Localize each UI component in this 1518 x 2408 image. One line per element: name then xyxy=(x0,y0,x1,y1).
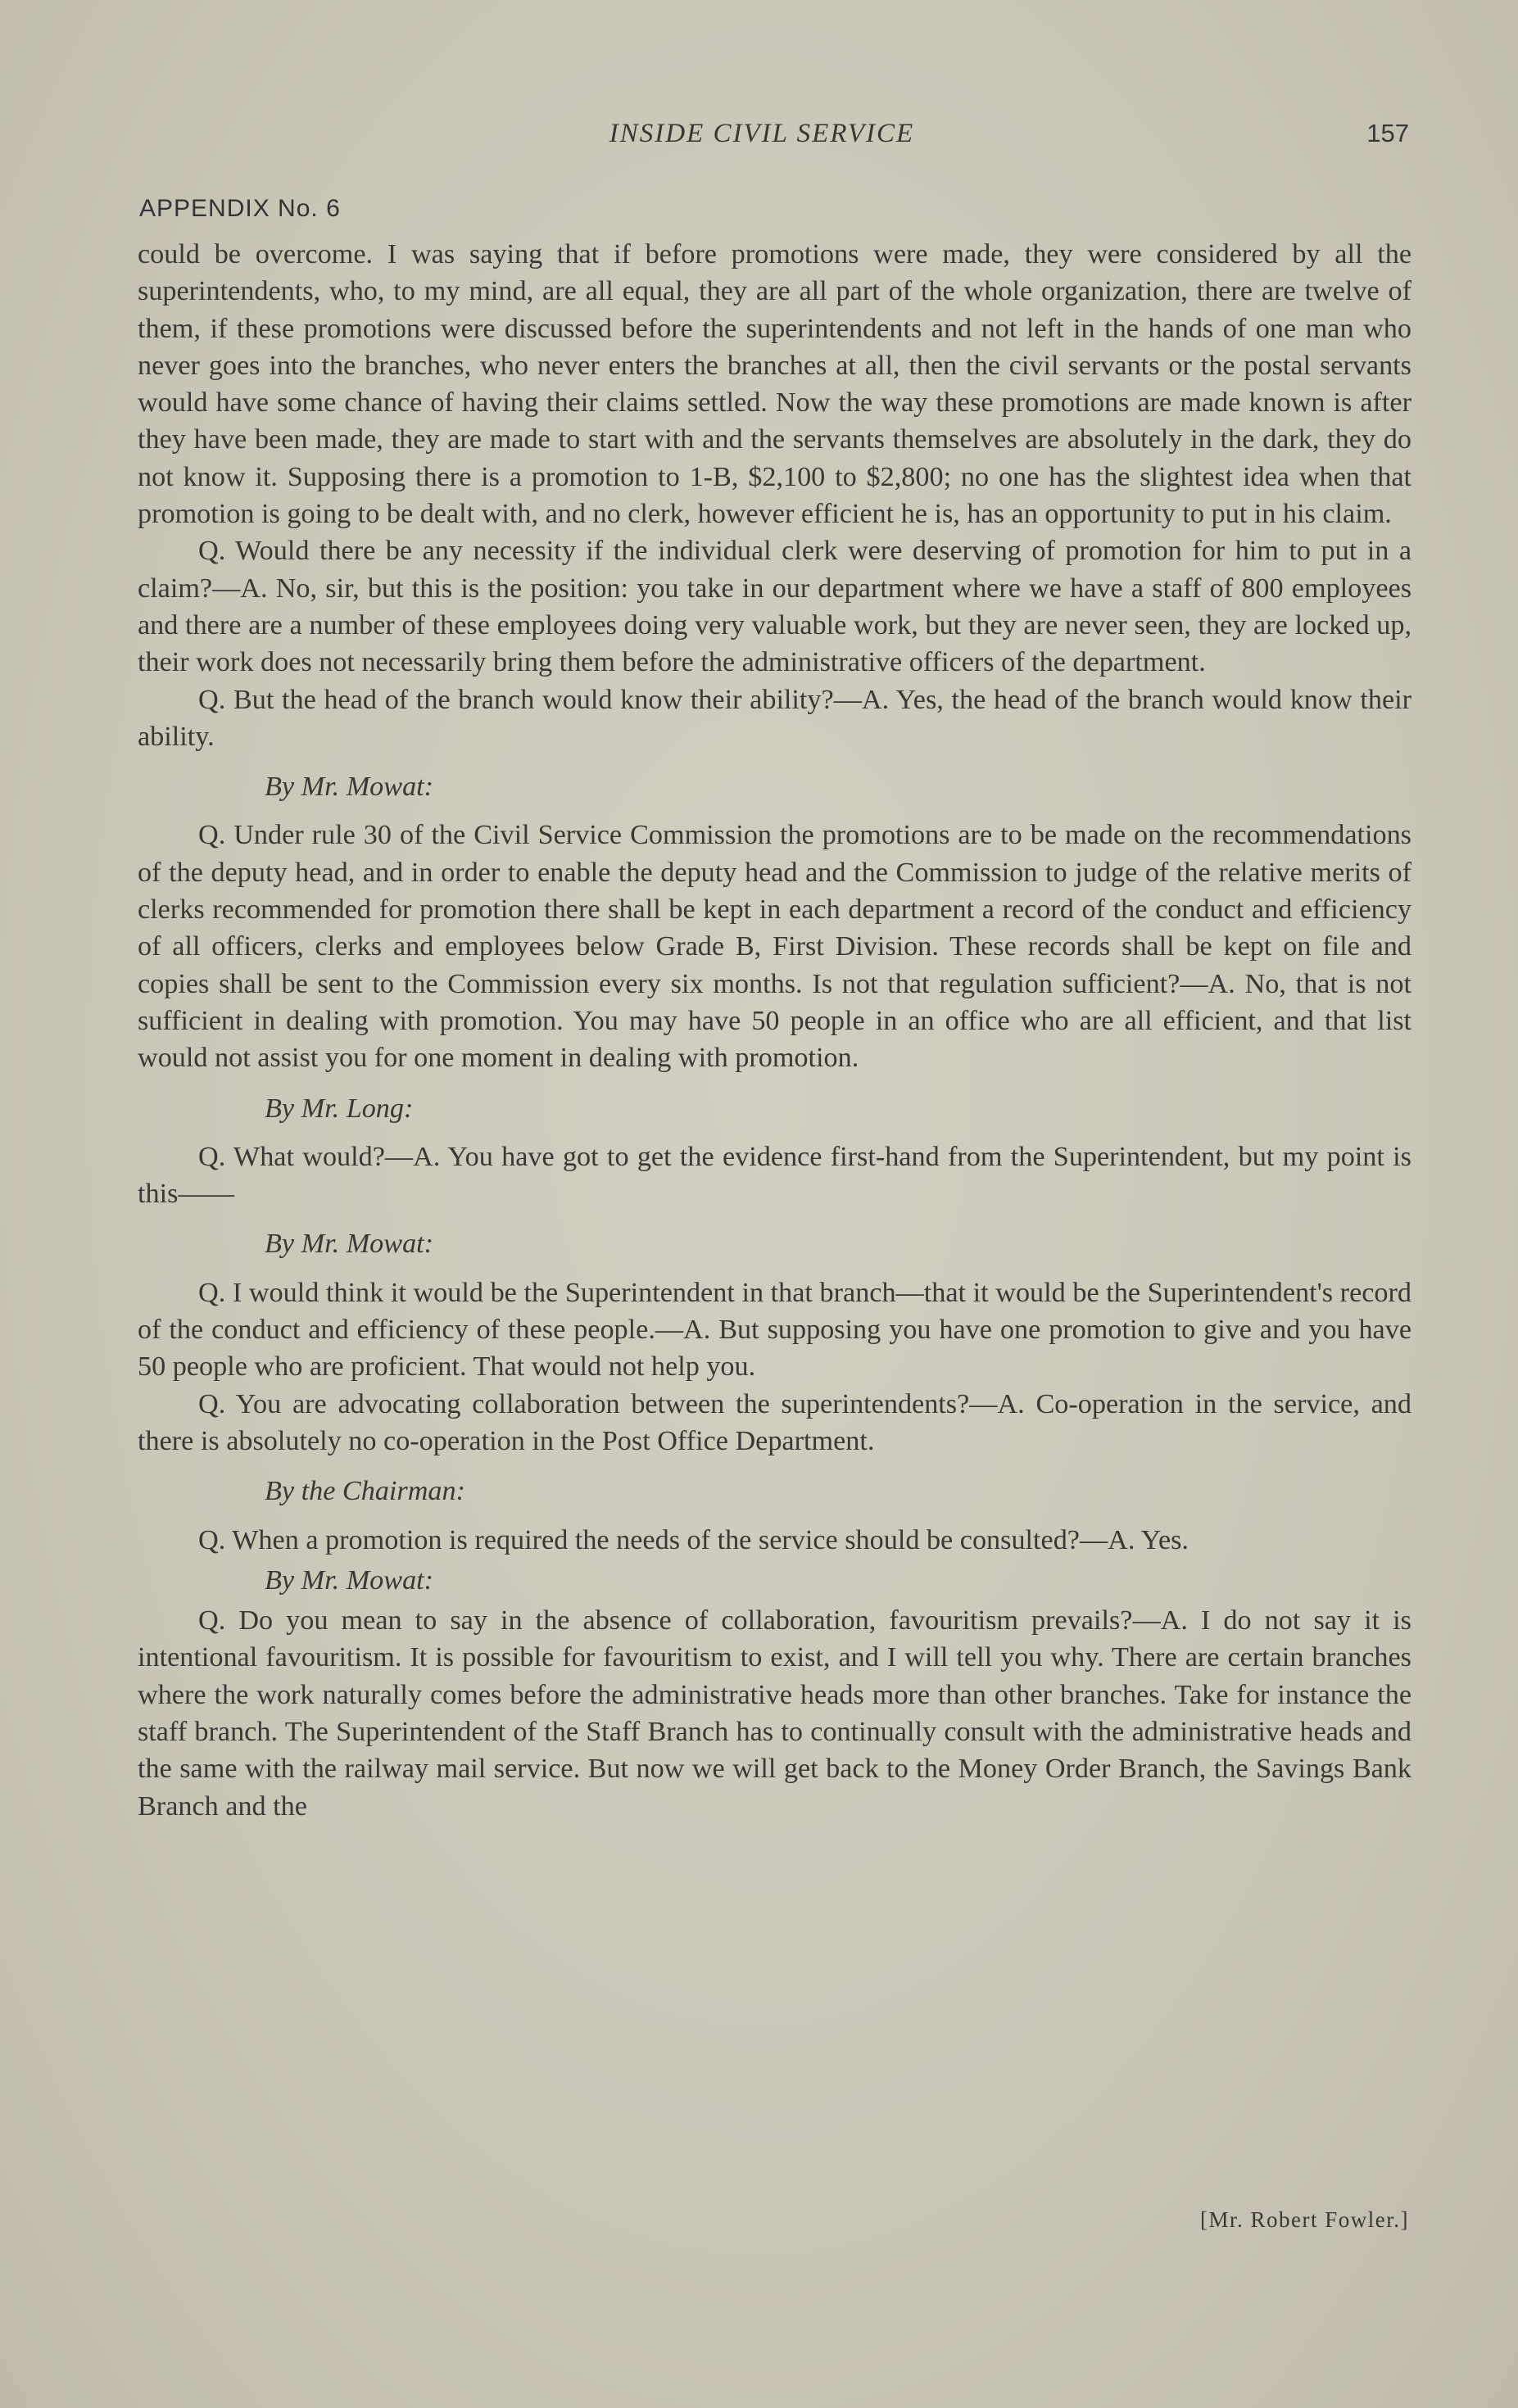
appendix-label: APPENDIX No. 6 xyxy=(139,195,341,222)
paragraph: Q. I would think it would be the Superintendent in that branch—that it would be the Superintendent's record of the conduct and efficiency of these people.—A. But supposing you have one promotion to give and you have 50 people who are proficient. That would not help you. xyxy=(138,1277,1412,1383)
paragraph: Q. When a promotion is required the needs of the service should be consulted?—A. Yes. xyxy=(198,1524,1189,1555)
speaker-heading: By Mr. Mowat: xyxy=(265,772,434,803)
paragraph: Q. What would?—A. You have got to get the evidence first-hand from the Superintendent, but my point is this—— xyxy=(138,1141,1412,1210)
paragraph: Q. You are advocating collaboration between the superintendents?—A. Co-operation in the service, and there is absolutely no co-operation in the Post Office Department. xyxy=(138,1388,1412,1456)
paragraph: could be overcome. I was saying that if before promotions were made, they were considered by all the superintendents, who, to my mind, are all equal, they are all part of the whole organization, there are twelve of them, if these promotions were discussed before the superintendents and not left in the hands of one man who never goes into the branches, who never enters the branches at all, then the civil servants or the postal servants would have some chance of having their claims settled. Now the way these promotions are made known is after they have been made, they are made to start with and the servants themselves are absolutely in the dark, they do not know it. Supposing there is a promotion to 1-B, $2,100 to $2,800; no one has the slightest idea when that promotion is going to be dealt with, and no clerk, however efficient he is, has an opportunity to put in his claim. xyxy=(138,239,1412,530)
speaker-heading: By Mr. Mowat: xyxy=(265,1229,434,1260)
running-header xyxy=(0,119,1518,155)
page-number: 157 xyxy=(1366,119,1409,147)
running-title: INSIDE CIVIL SERVICE xyxy=(609,119,915,148)
speaker-heading: By Mr. Long: xyxy=(265,1093,414,1124)
paragraph: Q. Would there be any necessity if the individual clerk were deserving of promotion for him to put in a claim?—A. No, sir, but this is the position: you take in our department where we have a staff of 800 employees and there are a number of these employees doing very valuable work, but they are never seen, they are locked up, their work does not necessarily bring them before the administrative officers of the department. xyxy=(138,536,1412,678)
body-text xyxy=(138,236,1412,1825)
speaker-heading: By Mr. Mowat: xyxy=(265,1564,434,1596)
paragraph: Q. Under rule 30 of the Civil Service Commission the promotions are to be made on the recommendations of the deputy head, and in order to enable the deputy head and the Commission to judge of the relative merits of clerks recommended for promotion there shall be kept in each department a record of the conduct and efficiency of all officers, clerks and employees below Grade B, First Division. These records shall be kept on file and copies shall be sent to the Commission every six months. Is not that regulation sufficient?—A. No, that is not sufficient in dealing with promotion. You may have 50 people in an office who are all efficient, and that list would not assist you for one moment in dealing with promotion. xyxy=(138,820,1412,1074)
witness-attribution: [Mr. Robert Fowler.] xyxy=(1200,2207,1409,2232)
paragraph: Q. But the head of the branch would know their ability?—A. Yes, the head of the branch would know their ability. xyxy=(138,684,1412,752)
speaker-heading: By the Chairman: xyxy=(265,1476,465,1507)
paragraph: Q. Do you mean to say in the absence of collaboration, favouritism prevails?—A. I do not say it is intentional favouritism. It is possible for favouritism to exist, and I will tell you why. There are certain branches where the work naturally comes before the administrative heads more than other branches. Take for instance the staff branch. The Superintendent of the Staff Branch has to continually consult with the administrative heads and the same with the railway mail service. But now we will get back to the Money Order Branch, the Savings Bank Branch and the xyxy=(138,1605,1412,1822)
